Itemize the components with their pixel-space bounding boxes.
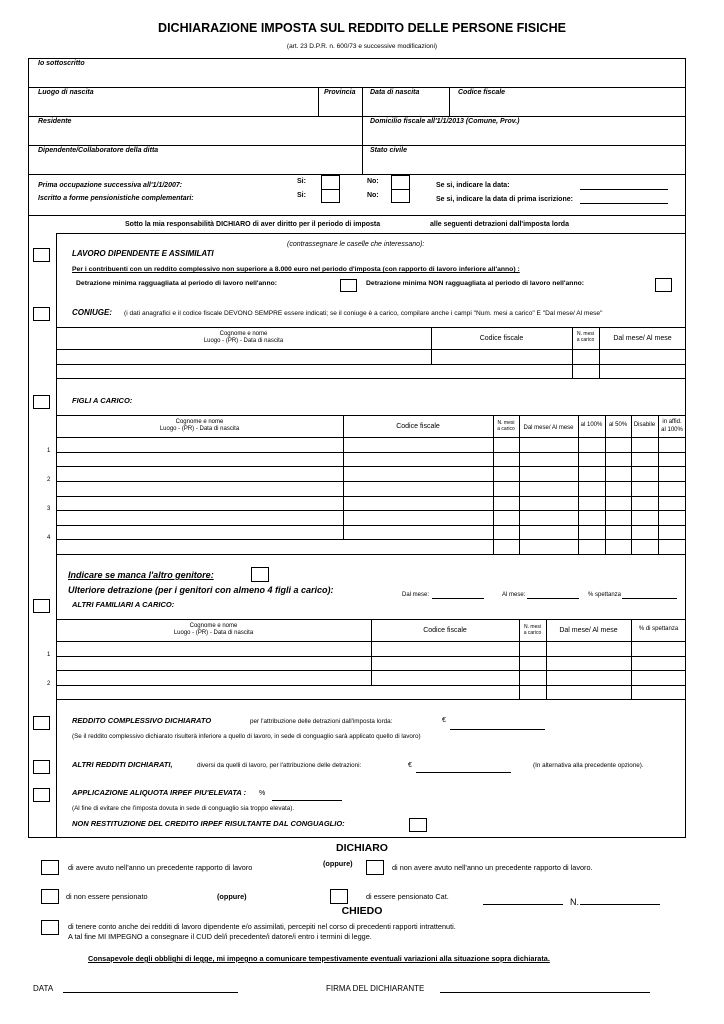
field-altri-redditi[interactable] xyxy=(416,772,511,773)
figli-col-nome-1: Cognome e nome xyxy=(175,419,224,425)
firma-label: FIRMA DEL DICHIARANTE xyxy=(326,984,425,993)
checkbox-figli[interactable] xyxy=(33,395,50,409)
altri-col-nome-2: Luogo - (PR) - Data di nascita xyxy=(173,630,254,636)
figli-col-dal: Dal mese/ Al mese xyxy=(523,425,574,431)
label-precedente: di avere avuto nell'anno un precedente rapporto di lavoro xyxy=(68,863,253,872)
coniuge-title: CONIUGE: xyxy=(72,308,112,317)
figli-row-number: 2 xyxy=(47,477,51,483)
figli-row-number: 4 xyxy=(47,535,51,541)
label-non-ragguagliata: Detrazione minima NON ragguagliata al periodo di lavoro nell'anno: xyxy=(366,280,585,287)
label-no-2: No: xyxy=(367,192,379,199)
label-ragguagliata: Detrazione minima ragguagliata al periodo di lavoro nell'anno: xyxy=(76,280,278,287)
label-prima-occupazione: Prima occupazione successiva all'1/1/2007: xyxy=(38,182,183,189)
checkbox-non-restituzione[interactable] xyxy=(409,818,427,832)
form-subtitle: (art. 23 D.P.R. n. 600/73 e successive modificazioni) xyxy=(286,43,438,50)
checkbox-non-precedente[interactable] xyxy=(366,860,384,875)
label-domicilio: Domicilio fiscale all'1/1/2013 (Comune, Prov.) xyxy=(370,118,520,125)
label-spettanza: % spettanza xyxy=(588,592,622,598)
chiedo-heading: CHIEDO xyxy=(341,905,383,917)
field-al-mese[interactable] xyxy=(527,598,579,599)
figli-col-affid-1: in affid. xyxy=(662,419,682,425)
figli-col-cf: Codice fiscale xyxy=(396,423,440,430)
lavoro-note: Per i contribuenti con un reddito complessivo non superiore a 8.000 euro nel periodo d'imposta (con rapporto di lavoro inferiore all'anno) : xyxy=(72,266,520,273)
field-data[interactable] xyxy=(580,189,668,190)
checkbox-reddito[interactable] xyxy=(33,716,50,730)
dichiaro-intro-left: Sotto la mia responsabilità DICHIARO di aver diritto per il periodo di imposta xyxy=(125,221,381,228)
label-si-1: Si: xyxy=(297,178,306,185)
figli-col-disabile: Disabile xyxy=(633,422,656,428)
altri-col-mesi-1: N. mesi xyxy=(524,624,541,630)
altri-col-mesi-2: a carico xyxy=(523,630,542,636)
label-luogo-nascita: Luogo di nascita xyxy=(38,89,94,96)
figli-col-50: al 50% xyxy=(608,422,628,428)
form-title: DICHIARAZIONE IMPOSTA SUL REDDITO DELLE PERSONE FISICHE xyxy=(158,21,566,35)
field-aliquota[interactable] xyxy=(272,800,342,801)
lavoro-title: LAVORO DIPENDENTE E ASSIMILATI xyxy=(72,249,214,258)
chiedo-line-1: di tenere conto anche dei redditi di lavoro dipendente e/o assimilati, percepiti nel corso di precedenti rapporti intrattenuti. xyxy=(68,922,456,931)
coniuge-note: (i dati anagrafici e il codice fiscale DEVONO SEMPRE essere indicati; se il coniuge è a carico, compilare anche i campi "Num. mesi a carico" E "Dal mese/ Al mese" xyxy=(124,310,603,317)
altri-col-nome-1: Cognome e nome xyxy=(189,623,238,629)
altri-redditi-euro: € xyxy=(408,762,412,769)
label-pensionato: di essere pensionato Cat. xyxy=(366,892,449,901)
label-se-si-data: Se si, indicare la data: xyxy=(436,182,510,189)
checkbox-non-pensionato[interactable] xyxy=(41,889,59,904)
checkbox-chiedo[interactable] xyxy=(41,920,59,935)
reddito-euro: € xyxy=(442,717,446,724)
reddito-title: REDDITO COMPLESSIVO DICHIARATO xyxy=(72,716,212,725)
field-spettanza[interactable] xyxy=(622,598,677,599)
altri-redditi-text: diversi da quelli di lavoro, per l'attribuzione delle detrazioni: xyxy=(197,762,362,769)
figli-col-mesi-1: N. mesi xyxy=(497,420,515,426)
label-sottoscritto: Io sottoscritto xyxy=(38,60,85,67)
aliquota-title: APPLICAZIONE ALIQUOTA IRPEF PIU'ELEVATA : xyxy=(72,788,247,797)
reddito-per: per l'attribuzione delle detrazioni dall'imposta lorda: xyxy=(250,718,393,725)
label-n: N. xyxy=(570,897,579,907)
label-oppure-2: (oppure) xyxy=(217,892,247,901)
altri-redditi-alt: (In alternativa alla precedente opzione). xyxy=(533,762,644,769)
figli-title: FIGLI A CARICO: xyxy=(72,396,133,405)
aliquota-note: (Al fine di evitare che l'imposta dovuta in sede di conguaglio sia troppo elevata). xyxy=(72,805,295,812)
checkbox-altri-redditi[interactable] xyxy=(33,760,50,774)
altro-genitore-label: Indicare se manca l'altro genitore: xyxy=(68,570,214,580)
coniuge-col-cf: Codice fiscale xyxy=(479,335,524,342)
label-al-mese: Al mese: xyxy=(502,592,526,598)
label-non-precedente: di non avere avuto nell'anno un precedente rapporto di lavoro. xyxy=(392,863,593,872)
figli-col-nome-2: Luogo - (PR) - Data di nascita xyxy=(159,426,240,432)
coniuge-col-nome-2: Luogo - (PR) - Data di nascita xyxy=(203,338,284,344)
label-dal-mese: Dal mese: xyxy=(402,592,430,598)
checkbox-altro-genitore[interactable] xyxy=(251,567,269,582)
firma-field[interactable] xyxy=(440,992,650,993)
label-se-si-iscrizione: Se si, indicare la data di prima iscrizione: xyxy=(436,196,573,203)
altri-row-number: 2 xyxy=(47,681,51,687)
checkbox-pensionato[interactable] xyxy=(330,889,348,904)
label-residente: Residente xyxy=(38,118,72,125)
checkbox-lavoro[interactable] xyxy=(33,248,50,262)
label-codice-fiscale: Codice fiscale xyxy=(458,89,506,96)
coniuge-col-nome-1: Cognome e nome xyxy=(219,331,268,337)
dichiaro-intro-right: alle seguenti detrazioni dall'imposta lorda xyxy=(430,221,569,228)
label-no-1: No: xyxy=(367,178,379,185)
coniuge-col-dal: Dal mese/ Al mese xyxy=(613,335,672,342)
figli-row-number: 1 xyxy=(47,448,51,454)
coniuge-col-mesi-1: N. mesi xyxy=(577,331,594,337)
altri-col-spettanza: % di spettanza xyxy=(638,626,679,632)
checkbox-non-ragguagliata[interactable] xyxy=(655,278,672,292)
checkbox-ragguagliata[interactable] xyxy=(340,279,357,292)
label-data-nascita: Data di nascita xyxy=(370,89,420,96)
field-reddito[interactable] xyxy=(450,729,545,730)
ulteriore-detrazione-label: Ulteriore detrazione (per i genitori con almeno 4 figli a carico): xyxy=(68,585,334,595)
coniuge-col-mesi-2: a carico xyxy=(576,337,595,343)
label-non-pensionato: di non essere pensionato xyxy=(66,892,148,901)
chiedo-line-2: A tal fine MI IMPEGNO a consegnare il CUD del/i precedente/i datore/i entro i termini di legge. xyxy=(68,932,372,941)
altri-col-cf: Codice fiscale xyxy=(423,627,467,634)
sottoscritto-field[interactable] xyxy=(29,68,685,86)
altri-row-number: 1 xyxy=(47,652,51,658)
dichiaro-heading: DICHIARO xyxy=(336,842,388,854)
contrassegnare-note: (contrassegnare le caselle che interessano): xyxy=(287,241,425,248)
data-label: DATA xyxy=(33,984,54,993)
checkbox-coniuge[interactable] xyxy=(33,307,50,321)
figli-col-100: al 100% xyxy=(580,422,603,428)
label-si-2: Si: xyxy=(297,192,306,199)
label-oppure-1: (oppure) xyxy=(323,859,353,868)
field-dal-mese[interactable] xyxy=(432,598,484,599)
checkbox-precedente[interactable] xyxy=(41,860,59,875)
label-iscritto: Iscritto a forme pensionistiche complementari: xyxy=(38,195,194,202)
aliquota-pct: % xyxy=(259,790,266,797)
checkbox-aliquota[interactable] xyxy=(33,788,50,802)
label-stato-civile: Stato civile xyxy=(370,147,407,154)
label-dipendente: Dipendente/Collaboratore della ditta xyxy=(38,147,159,154)
figli-col-mesi-2: a carico xyxy=(497,426,515,432)
field-data-iscrizione[interactable] xyxy=(580,203,668,204)
label-provincia: Provincia xyxy=(324,89,356,96)
altri-redditi-title: ALTRI REDDITI DICHIARATI, xyxy=(72,760,173,769)
reddito-note: (Se il reddito complessivo dichiarato risulterà inferiore a quello di lavoro, in sede di conguaglio sarà applicato quello di lavoro) xyxy=(72,733,421,740)
altri-familiari-title: ALTRI FAMILIARI A CARICO: xyxy=(72,600,175,609)
figli-row-number: 3 xyxy=(47,506,51,512)
consapevole-text: Consapevole degli obblighi di legge, mi impegno a comunicare tempestivamente eventuali variazioni alla situazione sopra dichiarata. xyxy=(88,954,550,963)
non-restituzione-label: NON RESTITUZIONE DEL CREDITO IRPEF RISULTANTE DAL CONGUAGLIO: xyxy=(72,819,345,828)
figli-col-affid-2: al 100% xyxy=(661,427,683,433)
checkbox-altri-familiari[interactable] xyxy=(33,599,50,613)
altri-col-dal: Dal mese/ Al mese xyxy=(559,627,618,634)
data-field[interactable] xyxy=(63,992,238,993)
